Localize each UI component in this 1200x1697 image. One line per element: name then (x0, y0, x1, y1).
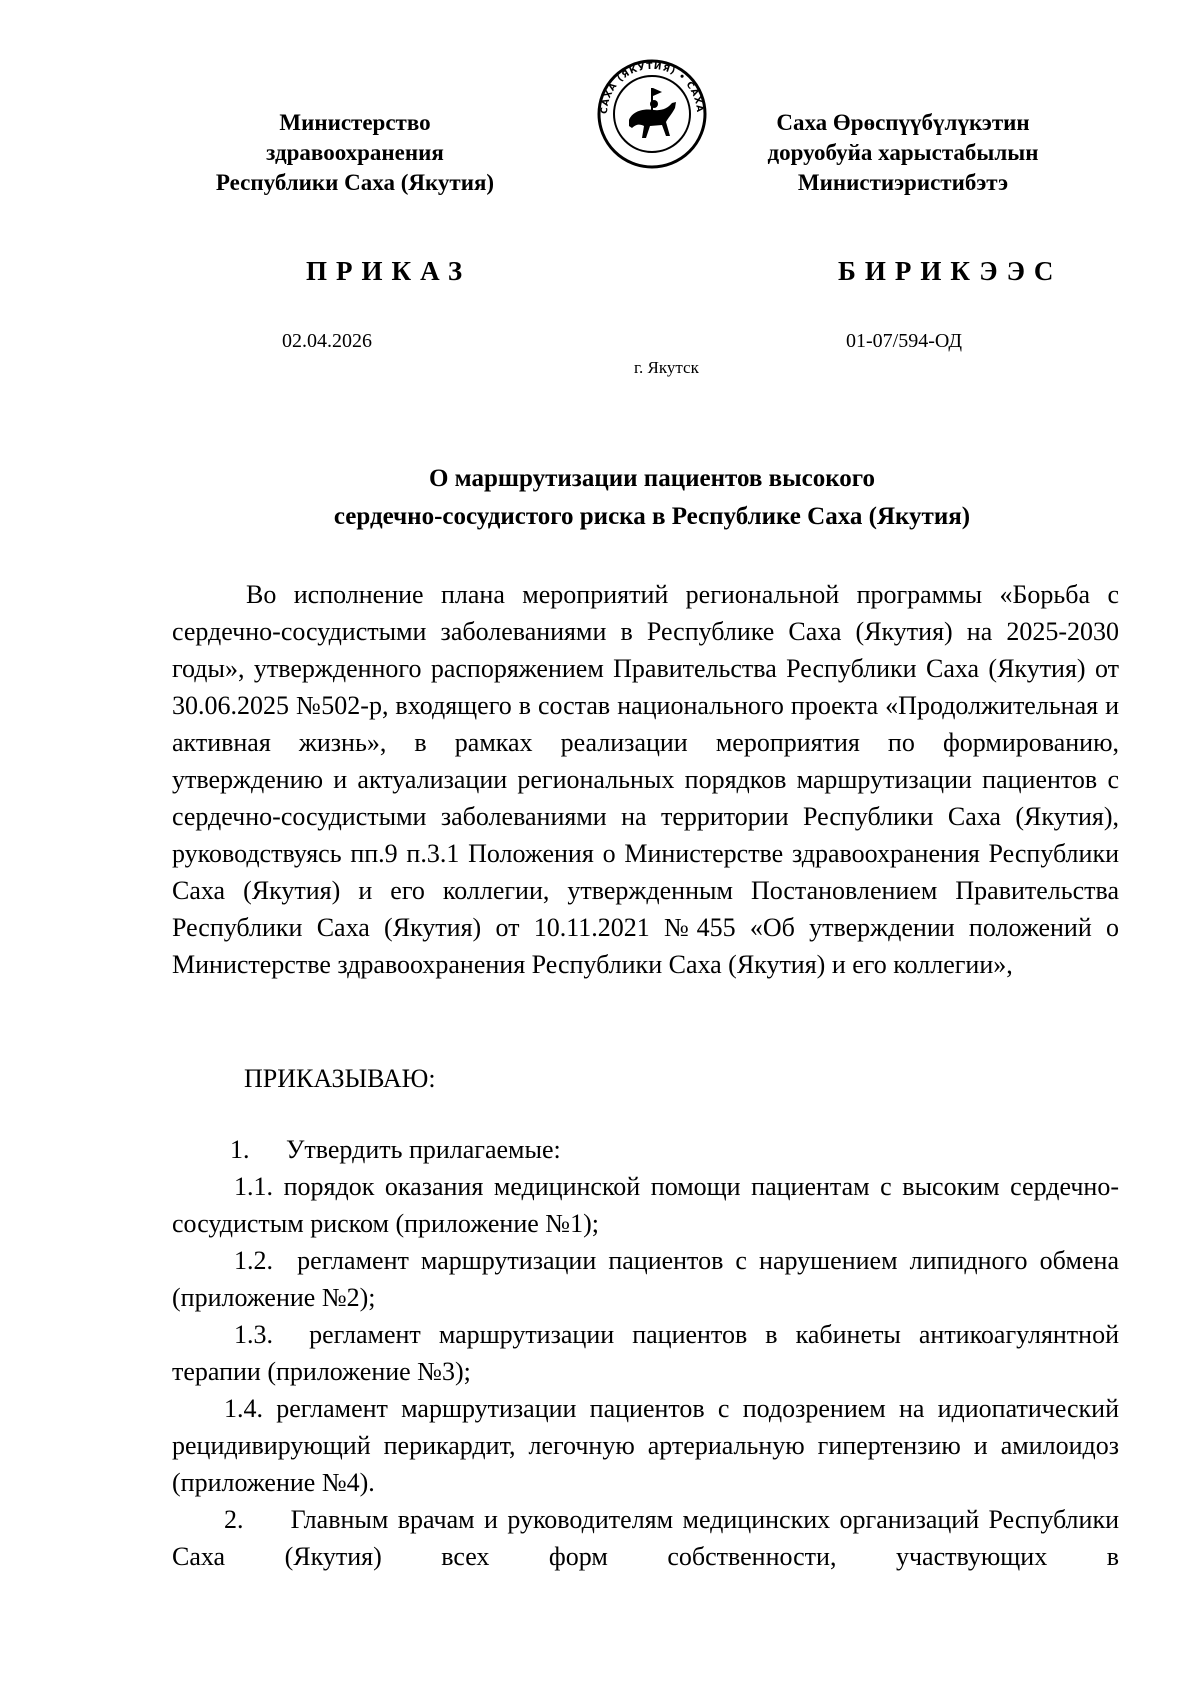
ministry-line: Министиэристибэтэ (797, 170, 1009, 195)
item-text: Утвердить прилагаемые: (286, 1135, 561, 1164)
item-text: регламент маршрутизации пациентов в кабинеты антикоагулянтной терапии (приложение №3); (172, 1320, 1120, 1386)
ministry-line: Министерство (279, 110, 431, 135)
item-number: 1.1. (234, 1172, 273, 1201)
preamble-paragraph: Во исполнение плана мероприятий региональной программы «Борьба с сердечно-сосудистыми заболеваниями в Республике Саха (Якутия) на 2025-2030 годы», утвержденного распоряжением Правительства Республики Саха (Якутия) от 30.06.2025 №502-р, входящего в состав национального проекта «Продолжительная и активная жизнь», в рамках реализации мероприятия по формированию, утверждению и актуализации региональных порядков маршрутизации пациентов с сердечно-сосудистыми заболеваниями на территории Республики Саха (Якутия), руководствуясь пп.9 п.3.1 Положения о Министерстве здравоохранения Республики Саха (Якутия) и его коллегии, утвержденным Постановлением Правительства Республики Саха (Якутия) от 10.11.2021 №455 «Об утверждении положений о Министерстве здравоохранения Республики Саха (Якутия) и его коллегии», (172, 580, 1119, 979)
order-number: 01-07/594-ОД (846, 330, 962, 352)
document-title-line: О маршрутизации пациентов высокого (428, 465, 876, 492)
list-item (172, 1316, 1119, 1390)
item-number: 1.4. (224, 1394, 263, 1423)
order-date: 02.04.2026 (282, 330, 372, 352)
ministry-line: здравоохранения (266, 140, 444, 165)
item-number: 1.3. (234, 1320, 273, 1349)
order-city: г. Якутск (634, 358, 699, 377)
ministry-line: Республики Саха (Якутия) (215, 170, 495, 195)
list-item (172, 1390, 1119, 1501)
order-word: ПРИКАЗЫВАЮ: (244, 1064, 436, 1093)
emblem-icon (596, 58, 708, 170)
item-text: регламент маршрутизации пациентов с подозрением на идиопатический рецидивирующий перикардит, легочную артериальную гипертензию и амилоидоз (приложение №4). (172, 1394, 1120, 1497)
coat-of-arms-emblem (596, 58, 708, 170)
item-number: 1.2. (234, 1246, 273, 1275)
ministry-line: доруобуйа харыстабылын (767, 140, 1039, 165)
item-text: регламент маршрутизации пациентов с нарушением липидного обмена (приложение №2); (172, 1246, 1120, 1312)
ministry-line: Саха Өрөспүүбүлүкэтин (776, 110, 1030, 135)
list-item (172, 1501, 1119, 1575)
ministry-name-ru (190, 108, 520, 198)
emblem-ring-text: САХА (ЯКУТИЯ) • САХА (599, 61, 705, 115)
order-title-ru: ПРИКАЗ (306, 256, 472, 286)
list-item (172, 1168, 1119, 1242)
item-number: 2. (224, 1505, 244, 1534)
item-text: порядок оказания медицинской помощи пациентам с высоким сердечно-сосудистым риском (приложение №1); (172, 1172, 1119, 1238)
order-title-sakha: БИРИКЭЭС (838, 256, 1063, 286)
list-item (172, 1242, 1119, 1316)
document-title (172, 460, 1132, 536)
item-number: 1. (230, 1135, 250, 1164)
document-title-line: сердечно-сосудистого риска в Республике Саха (Якутия) (333, 503, 971, 530)
ministry-name-sakha (728, 108, 1078, 198)
item-text: Главным врачам и руководителям медицинских организаций Республики Саха (Якутия) всех форм собственности, участвующих в (172, 1505, 1119, 1571)
